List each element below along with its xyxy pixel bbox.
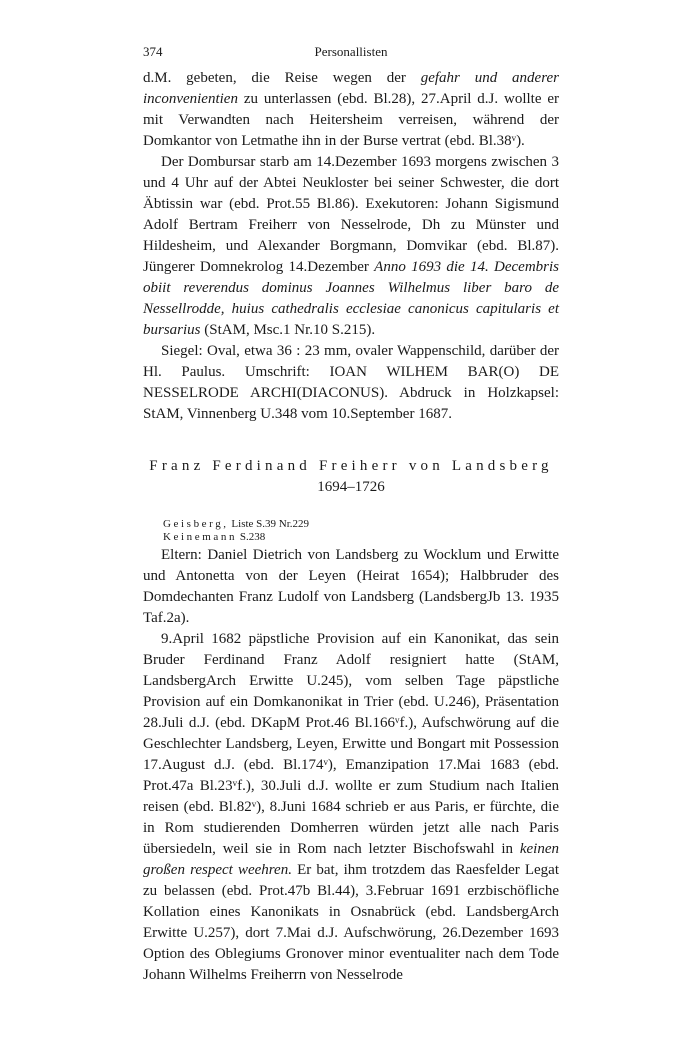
paragraph-seal: Siegel: Oval, etwa 36 : 23 mm, ovaler Wappenschild, darüber der Hl. Paulus. Umschrift: IOAN WILHEM BAR(O) DE NESSELRODE ARCHI(DIACONUS). Abdruck in Holzkapsel: StAM, Vinnenberg U.348 vom 10.September 1687.	[143, 343, 559, 422]
text-run: Der Dombursar starb am 14.Dezember 1693 morgens zwischen 3 und 4 Uhr auf der Abtei Neukloster bei seiner Schwester, die dort Äbtissin war (ebd. Prot.55 Bl.86). Exekutoren: Johann Sigismund Adolf Bertram Freiherr von Nesselrode, Dh zu Münster und Hildesheim, und Alexander Borgmann, Domvikar (ebd. Bl.87). Jüngerer Domnekrolog 14.Dezember	[143, 154, 559, 275]
text-run: d.M. gebeten, die Reise wegen der	[143, 70, 421, 86]
italic-quote: gefahr und anderer inconvenientien	[143, 70, 559, 107]
reference-detail: S.238	[239, 531, 266, 543]
reference-detail: Liste S.39 Nr.229	[231, 518, 310, 530]
page-header	[143, 44, 559, 64]
section-heading	[143, 456, 559, 498]
paragraph-travel	[143, 68, 559, 152]
paragraph-parents: Eltern: Daniel Dietrich von Landsberg zu Wocklum und Erwitte und Antonetta von der Leyen (Heirat 1654); Halbbruder des Domdechanten Franz Ludolf von Landsberg (LandsbergJb 13. 1935 Taf.2a).	[143, 547, 559, 626]
heading-name: Franz Ferdinand Freiherr von Landsberg	[149, 458, 553, 474]
text-run: Er bat, ihm trotzdem das Raesfelder Legat zu belassen (ebd. Prot.47b Bl.44), 3.Februar 1691 erzbischöfliche Kollation eines Kanonikats in Osnabrück (ebd. LandsbergArch Erwitte U.257), dort 7.Mai d.J. Aufschwörung, 26.Dezember 1693 Option des Oblegiums Gronover minor eventualiter nach dem Tode Johann Wilhelms Freiherrn von Nesselrode	[143, 862, 559, 983]
text-run: (StAM, Msc.1 Nr.10 S.215).	[200, 322, 376, 338]
reference-author: Geisberg,	[163, 518, 229, 530]
reference-line	[163, 531, 559, 544]
reference-line	[163, 518, 559, 531]
paragraph-death	[143, 152, 559, 341]
italic-quote: keinen großen respect weehren.	[143, 841, 559, 878]
text-run: 9.April 1682 päpstliche Provision auf ein Kanonikat, das sein Bruder Ferdinand Franz Adolf resigniert hatte (StAM, LandsbergArch Erwitte U.245), vom selben Tage päpstliche Provision auf ein Domkanonikat in Trier (ebd. U.246), Präsentation 28.Juli d.J. (ebd. DKapM Prot.46 Bl.166ᵛf.), Aufschwörung auf die Geschlechter Landsberg, Leyen, Erwitte und Bongart mit Possession 17.August d.J. (ebd. Bl.174ᵛ), Emanzipation 17.Mai 1683 (ebd. Prot.47a Bl.23ᵛf.), 30.Juli d.J. wollte er zum Studium nach Italien reisen (ebd. Bl.82ᵛ), 8.Juni 1684 schrieb er aus Paris, er fürchte, die in Rom studierenden Domherren würden jetzt alle nach Paris übersiedeln, weil sie in Rom nach letzter Bischofswahl in	[143, 631, 559, 857]
references	[163, 518, 559, 544]
page-number: 374	[143, 44, 163, 59]
running-title: Personallisten	[314, 44, 388, 59]
text-run: zu unterlassen (ebd. Bl.28), 27.April d.J. wollte er mit Verwandten nach Heitersheim verreisen, während der Domkantor von Letmathe ihn in der Burse vertrat (ebd. Bl.38ᵛ).	[143, 91, 559, 149]
italic-quote: Anno 1693 die 14. Decembris obiit reverendus dominus Joannes Wilhelmus liber baro de Nessellrodde, huius cathedralis ecclesiae canonicus capitularis et bursarius	[143, 259, 559, 338]
paragraph-career	[143, 629, 559, 986]
section-two-text	[143, 545, 559, 986]
reference-author: Keinemann	[163, 531, 238, 543]
section-one-text	[143, 68, 559, 425]
heading-years: 1694–1726	[317, 479, 385, 495]
